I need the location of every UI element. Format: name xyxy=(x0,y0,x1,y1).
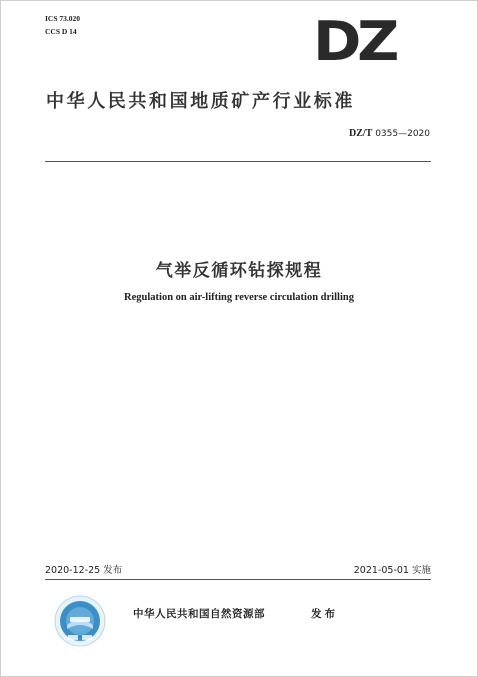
classification-codes xyxy=(45,12,80,38)
publisher-seal-icon xyxy=(54,595,106,647)
industry-standard-title: 中华人民共和国地质矿产行业标准 xyxy=(46,91,355,112)
document-title-english: Regulation on air-lifting reverse circulation drilling xyxy=(124,292,354,303)
publish-label: 发布 xyxy=(311,608,338,620)
standard-code: 0355—2020 xyxy=(375,129,430,139)
ccs-code: CCS D 14 xyxy=(45,27,77,36)
standard-prefix: DZ/T xyxy=(348,128,373,139)
ics-code: ICS 73.020 xyxy=(45,14,81,23)
header-divider xyxy=(45,161,431,162)
footer-divider xyxy=(45,579,431,580)
publish-date: 2020-12-25 发布 xyxy=(45,565,123,576)
implement-date: 2021-05-01 实施 xyxy=(353,565,431,576)
document-title-chinese: 气举反循环钻探规程 xyxy=(155,261,323,281)
standard-number xyxy=(349,128,430,139)
dz-logo: DZ xyxy=(313,10,396,73)
publisher-name: 中华人民共和国自然资源部 xyxy=(133,608,265,620)
